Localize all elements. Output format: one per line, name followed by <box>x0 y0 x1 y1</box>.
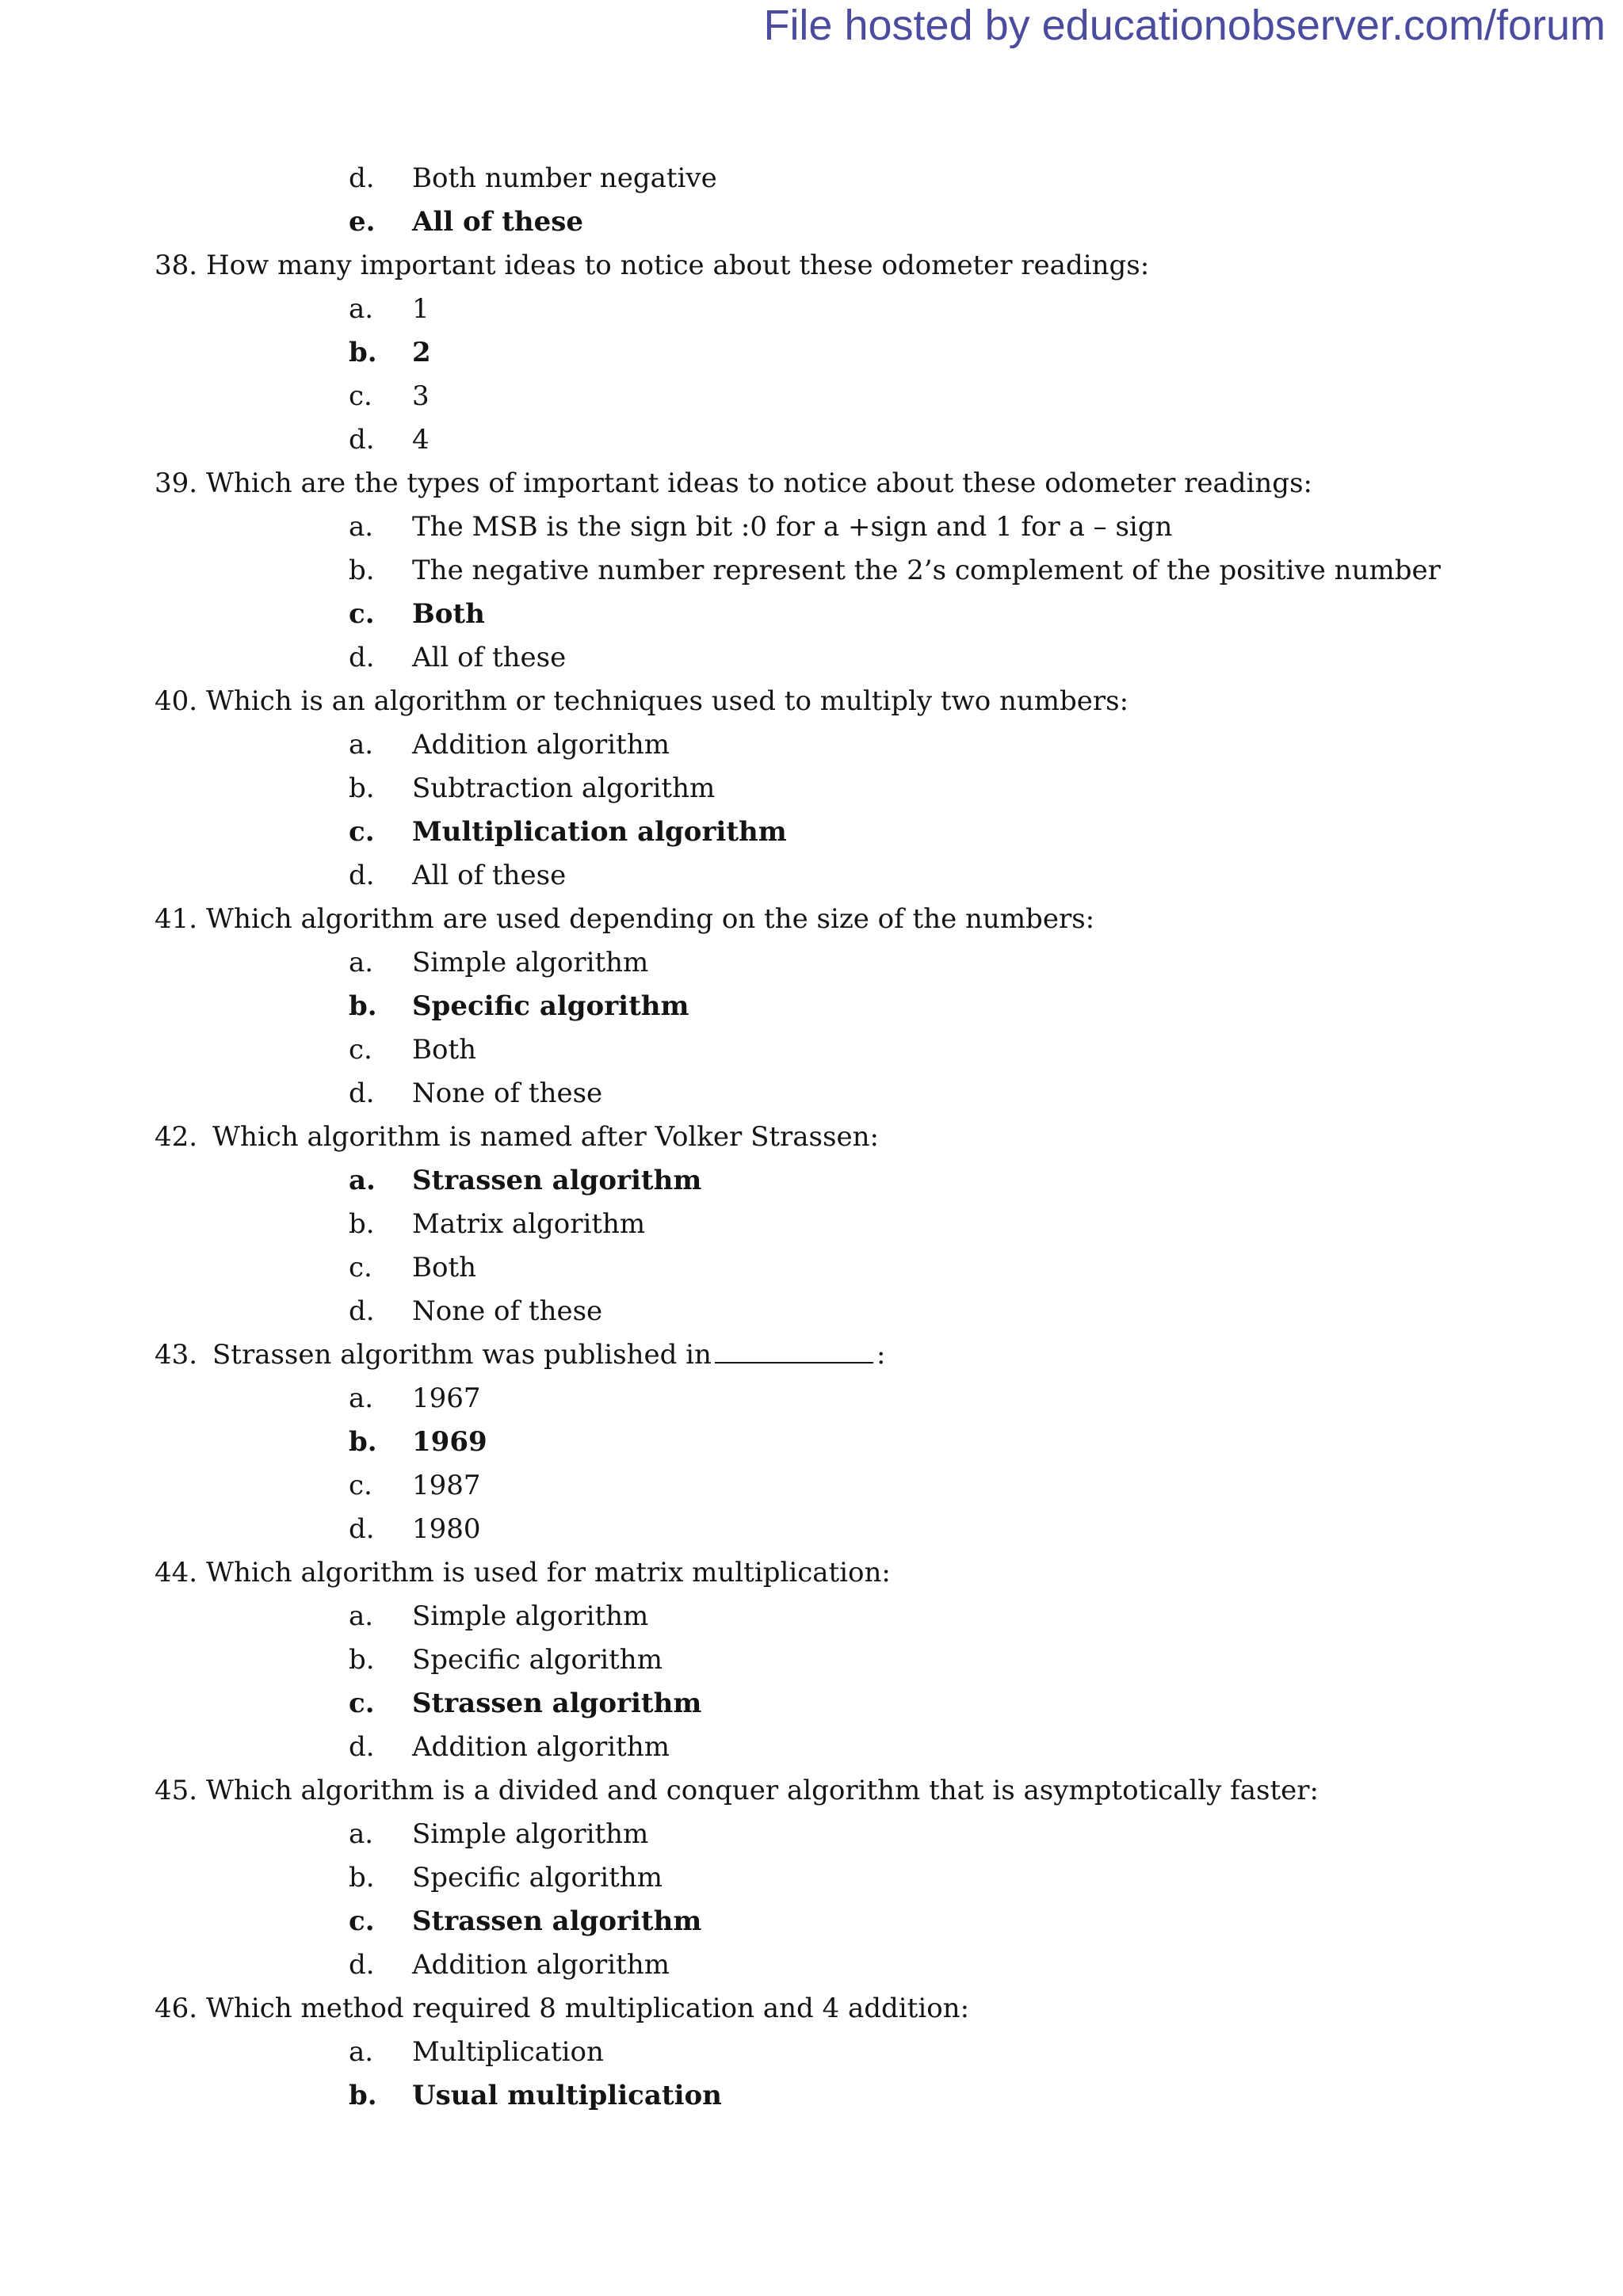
answer-option <box>0 723 1623 767</box>
answer-option <box>0 418 1623 462</box>
option-letter: d. <box>349 860 375 891</box>
option-text: Simple algorithm <box>412 947 649 978</box>
option-letter: b. <box>349 1644 375 1676</box>
correct-option-text: Strassen algorithm <box>412 1165 702 1196</box>
question-number: 46. <box>155 1993 198 2024</box>
option-letter: d. <box>349 1513 375 1545</box>
question-line <box>0 1987 1623 2031</box>
question-number: 39. <box>155 467 198 499</box>
question-text-main: Which algorithm is used for matrix multiplication: <box>206 1557 891 1589</box>
option-letter: a. <box>349 729 374 761</box>
answer-option <box>0 1856 1623 1900</box>
option-letter: d. <box>349 1295 375 1327</box>
option-text: Both <box>412 1034 477 1066</box>
option-letter: a. <box>349 1600 374 1632</box>
option-text: Simple algorithm <box>412 1818 649 1850</box>
answer-option <box>0 288 1623 331</box>
question-number: 43. <box>155 1339 198 1371</box>
option-letter: b. <box>349 1862 375 1894</box>
answer-option <box>0 1421 1623 1464</box>
option-letter: c. <box>349 1688 375 1719</box>
option-text: The negative number represent the 2’s complement of the positive number <box>412 555 1441 586</box>
answer-option <box>0 1943 1623 1987</box>
option-text: Subtraction algorithm <box>412 772 716 804</box>
question-text <box>212 1116 879 1159</box>
answer-option <box>0 854 1623 898</box>
question-line <box>0 1769 1623 1813</box>
option-letter: b. <box>349 1208 375 1240</box>
answer-option <box>0 1203 1623 1246</box>
answer-option <box>0 1682 1623 1726</box>
option-letter: b. <box>349 990 377 1022</box>
answer-option <box>0 985 1623 1028</box>
option-letter: a. <box>349 1383 374 1414</box>
option-text: Addition algorithm <box>412 729 670 761</box>
option-text: Both number negative <box>412 162 717 194</box>
question-number: 40. <box>155 685 198 717</box>
question-line <box>0 1551 1623 1595</box>
option-text: All of these <box>412 860 567 891</box>
option-letter: c. <box>349 1905 375 1937</box>
correct-option-text: 1969 <box>412 1426 487 1458</box>
question-line <box>0 1116 1623 1159</box>
option-letter: d. <box>349 162 375 194</box>
question-text <box>206 680 1128 723</box>
answer-option <box>0 1377 1623 1421</box>
answer-option <box>0 200 1623 244</box>
question-text-suffix: : <box>876 1339 886 1371</box>
answer-option <box>0 1508 1623 1551</box>
answer-option <box>0 1028 1623 1072</box>
answer-option <box>0 157 1623 200</box>
option-text: Both <box>412 1252 477 1283</box>
answer-option <box>0 1246 1623 1290</box>
watermark-text: File hosted by educationobserver.com/forum <box>763 2 1606 49</box>
correct-option-text: Specific algorithm <box>412 990 689 1022</box>
answer-option <box>0 1159 1623 1203</box>
option-letter: b. <box>349 555 375 586</box>
question-text-main: Which algorithm is a divided and conquer algorithm that is asymptotically faster: <box>206 1775 1319 1806</box>
answer-option <box>0 505 1623 549</box>
option-text: 1967 <box>412 1383 481 1414</box>
answer-option <box>0 1595 1623 1638</box>
question-text <box>206 898 1094 941</box>
option-text: 1980 <box>412 1513 481 1545</box>
option-text: None of these <box>412 1295 603 1327</box>
option-letter: d. <box>349 424 375 456</box>
correct-option-text: Multiplication algorithm <box>412 816 787 848</box>
question-line <box>0 680 1623 723</box>
answer-option <box>0 941 1623 985</box>
option-text: 4 <box>412 424 430 456</box>
question-text <box>206 462 1312 505</box>
question-text <box>206 1769 1319 1813</box>
question-text-main: Which algorithm is named after Volker Strassen: <box>212 1121 879 1153</box>
question-text-main: Strassen algorithm was published in <box>212 1339 712 1371</box>
option-letter: b. <box>349 337 377 368</box>
option-letter: c. <box>349 1470 372 1501</box>
option-letter: a. <box>349 1818 374 1850</box>
option-letter: d. <box>349 1949 375 1981</box>
option-text: All of these <box>412 642 567 673</box>
option-letter: c. <box>349 816 375 848</box>
option-text: Simple algorithm <box>412 1600 649 1632</box>
answer-option <box>0 331 1623 375</box>
question-number: 44. <box>155 1557 198 1589</box>
question-number: 41. <box>155 903 198 935</box>
question-list <box>0 157 1623 2118</box>
option-text: Specific algorithm <box>412 1644 663 1676</box>
question-line <box>0 462 1623 505</box>
answer-option <box>0 549 1623 593</box>
option-letter: c. <box>349 380 372 412</box>
question-text <box>206 1987 969 2031</box>
question-line <box>0 898 1623 941</box>
question-number: 45. <box>155 1775 198 1806</box>
question-text-main: Which method required 8 multiplication and 4 addition: <box>206 1993 970 2024</box>
option-text: None of these <box>412 1077 603 1109</box>
question-text-main: Which are the types of important ideas to notice about these odometer readings: <box>206 467 1312 499</box>
correct-option-text: Strassen algorithm <box>412 1905 702 1937</box>
answer-option <box>0 1900 1623 1943</box>
option-letter: b. <box>349 1426 377 1458</box>
option-letter: c. <box>349 1252 372 1283</box>
option-letter: a. <box>349 947 374 978</box>
question-text <box>212 1333 885 1377</box>
answer-option <box>0 1290 1623 1333</box>
correct-option-text: Strassen algorithm <box>412 1688 702 1719</box>
answer-option <box>0 1813 1623 1856</box>
question-line <box>0 244 1623 288</box>
correct-option-text: All of these <box>412 206 584 238</box>
answer-option <box>0 2074 1623 2118</box>
answer-option <box>0 593 1623 636</box>
answer-option <box>0 375 1623 418</box>
correct-option-text: Both <box>412 598 485 630</box>
option-letter: b. <box>349 2080 377 2111</box>
option-letter: d. <box>349 642 375 673</box>
option-text: 1987 <box>412 1470 481 1501</box>
answer-option <box>0 1726 1623 1769</box>
option-letter: a. <box>349 1165 376 1196</box>
option-text: 3 <box>412 380 430 412</box>
answer-option <box>0 1638 1623 1682</box>
option-text: Multiplication <box>412 2036 604 2068</box>
option-letter: b. <box>349 772 375 804</box>
question-text-main: How many important ideas to notice about these odometer readings: <box>206 250 1150 281</box>
question-number: 38. <box>155 250 198 281</box>
fill-in-blank <box>715 1335 873 1363</box>
answer-option <box>0 767 1623 810</box>
question-text-main: Which is an algorithm or techniques used to multiply two numbers: <box>206 685 1129 717</box>
option-text: Matrix algorithm <box>412 1208 646 1240</box>
answer-option <box>0 1072 1623 1116</box>
answer-option <box>0 636 1623 680</box>
option-text: Addition algorithm <box>412 1949 670 1981</box>
answer-option <box>0 2031 1623 2074</box>
question-text <box>206 1551 891 1595</box>
option-letter: a. <box>349 293 374 325</box>
answer-option <box>0 1464 1623 1508</box>
answer-option <box>0 810 1623 854</box>
question-text-main: Which algorithm are used depending on the size of the numbers: <box>206 903 1095 935</box>
option-text: Specific algorithm <box>412 1862 663 1894</box>
option-letter: c. <box>349 598 375 630</box>
option-letter: e. <box>349 206 376 238</box>
option-letter: d. <box>349 1077 375 1109</box>
option-letter: c. <box>349 1034 372 1066</box>
question-line <box>0 1333 1623 1377</box>
correct-option-text: 2 <box>412 337 431 368</box>
option-letter: a. <box>349 511 374 543</box>
option-text: The MSB is the sign bit :0 for a +sign and 1 for a – sign <box>412 511 1173 543</box>
option-text: Addition algorithm <box>412 1731 670 1763</box>
question-number: 42. <box>155 1121 198 1153</box>
option-letter: d. <box>349 1731 375 1763</box>
option-letter: a. <box>349 2036 374 2068</box>
question-text <box>206 244 1149 288</box>
correct-option-text: Usual multiplication <box>412 2080 722 2111</box>
option-text: 1 <box>412 293 430 325</box>
